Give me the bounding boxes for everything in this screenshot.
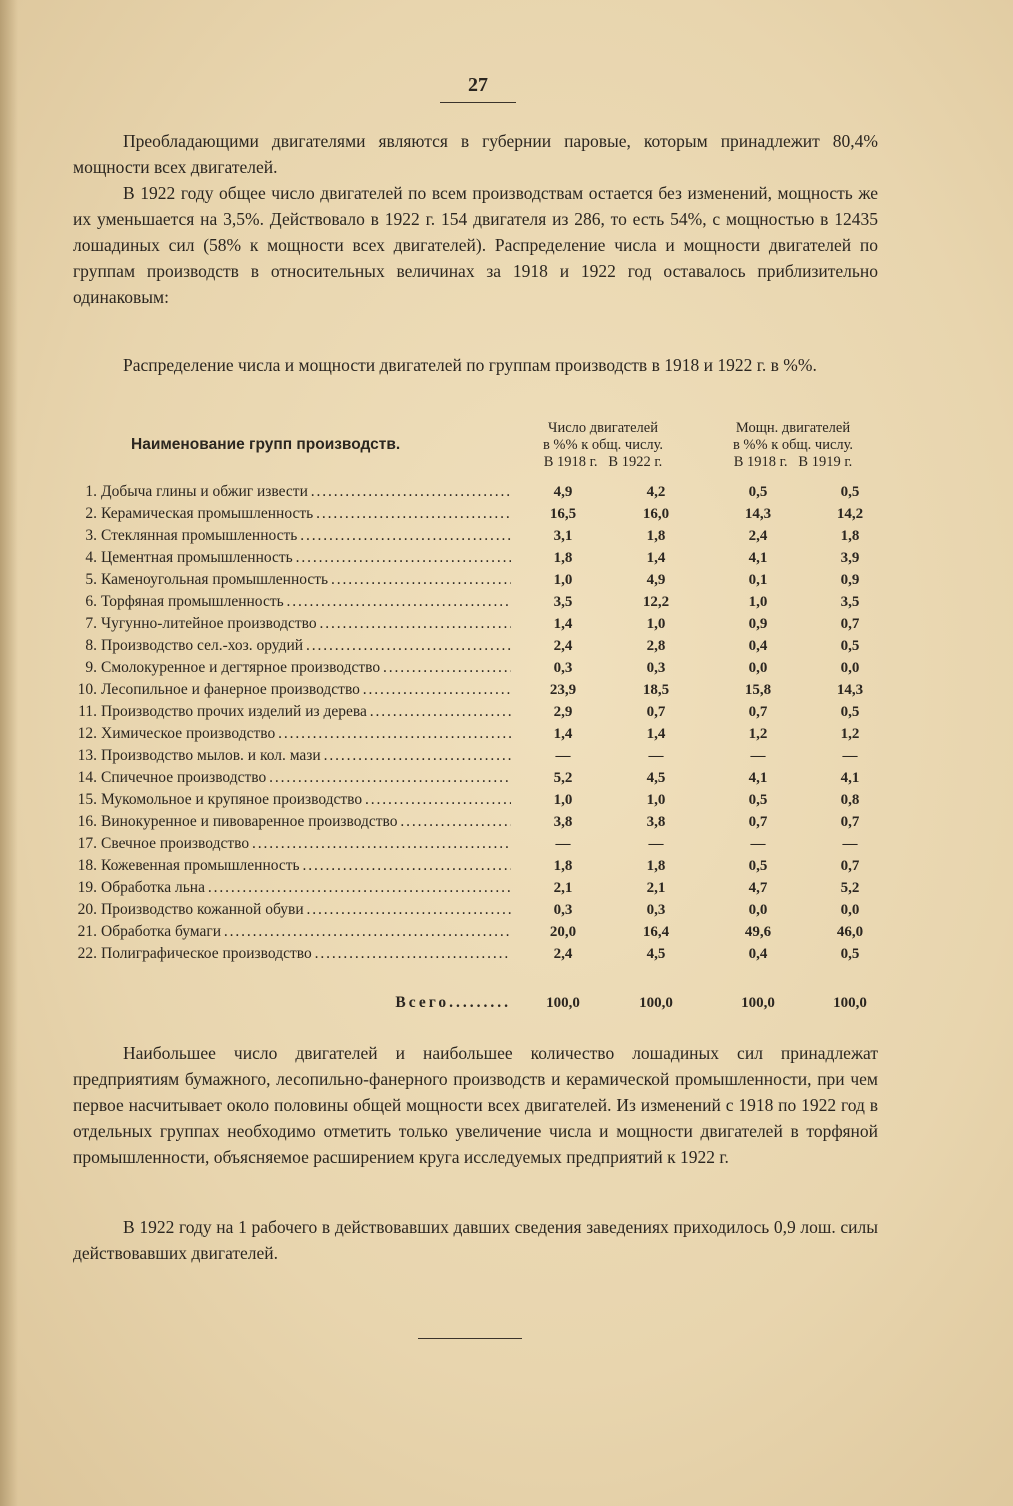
total-count-1918: 100,0 <box>546 995 580 1011</box>
row-count-1922: 1,8 <box>646 858 666 874</box>
row-name: Каменоугольная промышленность . . . <box>101 569 511 591</box>
table-row <box>73 921 883 943</box>
row-number: 8. <box>85 637 97 654</box>
row-count-1922: 1,0 <box>646 616 666 632</box>
row-power-1918: 2,4 <box>748 528 768 544</box>
row-power-1918: 4,1 <box>748 770 768 786</box>
table-row <box>73 899 883 921</box>
row-power-1919: 3,5 <box>840 594 860 610</box>
group-count-title: Число двигателей <box>548 420 658 436</box>
row-count-1922: 3,8 <box>646 814 666 830</box>
page-number: 27 <box>468 74 488 96</box>
row-count-1922: 0,3 <box>646 660 666 676</box>
row-power-1918: 0,5 <box>748 484 768 500</box>
row-power-1918: 49,6 <box>744 924 772 940</box>
row-number: 19. <box>77 879 97 896</box>
row-power-1918: 0,9 <box>748 616 768 632</box>
table-row <box>73 855 883 877</box>
table-row <box>73 657 883 679</box>
row-name: Керамическая промышленность . . . <box>101 503 511 525</box>
row-count-1922: 2,8 <box>646 638 666 654</box>
row-power-1919: 0,5 <box>840 946 860 962</box>
row-power-1918: 1,0 <box>748 594 768 610</box>
row-name: Производство сел.-хоз. орудий . . . <box>101 635 511 657</box>
row-power-1919: — <box>842 748 858 764</box>
row-power-1918: 4,7 <box>748 880 768 896</box>
group-power-subtitle: в %% к общ. числу. <box>732 437 854 453</box>
row-count-1918: 1,4 <box>553 616 573 632</box>
group-count-subtitle: в %% к общ. числу. <box>542 437 664 453</box>
row-power-1919: 1,8 <box>840 528 860 544</box>
row-count-1922: 1,4 <box>646 726 666 742</box>
row-power-1919: 5,2 <box>840 880 860 896</box>
row-count-1918: — <box>555 836 571 852</box>
row-name: Стеклянная промышленность . . . <box>101 525 511 547</box>
row-name: Производство прочих изделий из дерева . . . <box>101 701 511 723</box>
row-power-1918: — <box>750 748 766 764</box>
row-number: 16. <box>77 813 97 830</box>
row-count-1918: 23,9 <box>549 682 577 698</box>
row-count-1918: 1,0 <box>553 792 573 808</box>
row-name: Обработка бумаги . . . <box>101 921 511 943</box>
row-number: 7. <box>85 615 97 632</box>
row-power-1918: 0,7 <box>748 814 768 830</box>
table-row <box>73 525 883 547</box>
table-row <box>73 767 883 789</box>
table-row <box>73 745 883 767</box>
row-power-1919: 0,5 <box>840 704 860 720</box>
table-row <box>73 833 883 855</box>
row-power-1919: 0,7 <box>840 616 860 632</box>
row-count-1922: 1,4 <box>646 550 666 566</box>
row-count-1918: 3,8 <box>553 814 573 830</box>
row-number: 12. <box>77 725 97 742</box>
row-count-1922: 4,5 <box>646 770 666 786</box>
row-name: Винокуренное и пивоваренное производство . . . <box>101 811 511 833</box>
row-count-1918: 3,1 <box>553 528 573 544</box>
row-number: 9. <box>85 659 97 676</box>
row-power-1918: 14,3 <box>744 506 772 522</box>
row-power-1919: 0,5 <box>840 484 860 500</box>
table-row <box>73 789 883 811</box>
row-name: Производство мылов. и кол. мази . . . <box>101 745 511 767</box>
table-row <box>73 503 883 525</box>
row-count-1918: 0,3 <box>553 660 573 676</box>
table-row <box>73 701 883 723</box>
row-power-1918: 0,4 <box>748 638 768 654</box>
row-count-1918: 1,4 <box>553 726 573 742</box>
table-body <box>73 481 883 965</box>
row-number: 20. <box>77 901 97 918</box>
table-header <box>73 420 883 482</box>
paragraph-1: Преобладающими двигателями являются в губернии паровые, которым принадлежит 80,4% мощности всех двигателей. <box>73 131 878 177</box>
row-name: Производство кожанной обуви . . . <box>101 899 511 921</box>
row-name: Свечное производство . . . <box>101 833 511 855</box>
row-power-1918: 1,2 <box>748 726 768 742</box>
group-count-years: В 1918 г. В 1922 г. <box>543 454 663 470</box>
row-power-1919: 0,8 <box>840 792 860 808</box>
row-power-1918: — <box>750 836 766 852</box>
paragraph-2: В 1922 году общее число двигателей по всем производствам остается без изменений, мощность же их уменьшается на 3,5%. Действовало в 1922 г. 154 двигателя из 286, то есть 54%, с мощностью в 12435 лошадиных сил (58% к мощности всех двигателей). Распределение числа и мощности двигателей по группам производств в относительных величинах за 1918 и 1922 год оставалось приблизительно одинаковым: <box>73 183 878 307</box>
row-power-1919: 0,0 <box>840 902 860 918</box>
row-count-1922: 1,0 <box>646 792 666 808</box>
row-power-1919: 3,9 <box>840 550 860 566</box>
row-power-1919: 0,5 <box>840 638 860 654</box>
row-power-1919: 0,9 <box>840 572 860 588</box>
row-number: 10. <box>77 681 97 698</box>
row-count-1922: 4,9 <box>646 572 666 588</box>
row-power-1919: 0,0 <box>840 660 860 676</box>
row-count-1918: 4,9 <box>553 484 573 500</box>
table-total-row <box>73 991 883 1015</box>
column-group-power-header <box>703 420 883 471</box>
row-count-1918: 2,4 <box>553 946 573 962</box>
row-count-1918: 16,5 <box>549 506 577 522</box>
row-count-1922: 1,8 <box>646 528 666 544</box>
row-name: Добыча глины и обжиг извести . . . <box>101 481 511 503</box>
paragraph-5: В 1922 году на 1 рабочего в действовавших давших сведения заведениях приходилось 0,9 лош. силы действовавших двигателей. <box>73 1217 878 1263</box>
row-power-1919: 46,0 <box>836 924 864 940</box>
row-count-1918: 1,0 <box>553 572 573 588</box>
row-number: 13. <box>77 747 97 764</box>
group-power-years: В 1918 г. В 1919 г. <box>733 454 853 470</box>
row-count-1918: — <box>555 748 571 764</box>
row-count-1918: 2,1 <box>553 880 573 896</box>
row-count-1918: 1,8 <box>553 550 573 566</box>
row-power-1918: 15,8 <box>744 682 772 698</box>
row-number: 18. <box>77 857 97 874</box>
row-name: Химическое производство . . . <box>101 723 511 745</box>
row-power-1918: 0,7 <box>748 704 768 720</box>
total-power-1918: 100,0 <box>741 995 775 1011</box>
row-name: Лесопильное и фанерное производство . . . <box>101 679 511 701</box>
row-count-1922: 2,1 <box>646 880 666 896</box>
row-count-1922: 0,3 <box>646 902 666 918</box>
row-count-1918: 3,5 <box>553 594 573 610</box>
row-power-1918: 0,1 <box>748 572 768 588</box>
table-row <box>73 635 883 657</box>
row-count-1922: 18,5 <box>642 682 670 698</box>
row-number: 15. <box>77 791 97 808</box>
row-name: Цементная промышленность . . . <box>101 547 511 569</box>
column-header-name: Наименование групп производств. <box>131 436 401 453</box>
row-count-1918: 0,3 <box>553 902 573 918</box>
page-edge-shadow <box>0 0 18 1506</box>
table-row <box>73 481 883 503</box>
table-row <box>73 723 883 745</box>
row-number: 5. <box>85 571 97 588</box>
row-number: 6. <box>85 593 97 610</box>
row-name: Кожевенная промышленность . . . <box>101 855 511 877</box>
row-number: 4. <box>85 549 97 566</box>
row-name: Торфяная промышленность . . . <box>101 591 511 613</box>
row-power-1919: 1,2 <box>840 726 860 742</box>
row-count-1922: 4,5 <box>646 946 666 962</box>
row-count-1922: — <box>648 748 664 764</box>
table-row <box>73 591 883 613</box>
table-row <box>73 811 883 833</box>
row-name: Спичечное производство . . . <box>101 767 511 789</box>
row-power-1918: 0,5 <box>748 858 768 874</box>
row-count-1918: 2,9 <box>553 704 573 720</box>
row-power-1918: 0,0 <box>748 660 768 676</box>
row-number: 21. <box>77 923 97 940</box>
row-power-1919: 0,7 <box>840 858 860 874</box>
total-count-1922: 100,0 <box>639 995 673 1011</box>
row-name: Смолокуренное и дегтярное производство . . . <box>101 657 511 679</box>
row-count-1918: 5,2 <box>553 770 573 786</box>
row-power-1918: 0,0 <box>748 902 768 918</box>
row-power-1919: 4,1 <box>840 770 860 786</box>
total-label: Всего......... <box>395 994 511 1011</box>
row-name: Обработка льна . . . <box>101 877 511 899</box>
row-count-1922: 16,0 <box>642 506 670 522</box>
row-number: 2. <box>85 505 97 522</box>
row-name: Полиграфическое производство . . . <box>101 943 511 965</box>
row-number: 11. <box>78 703 97 720</box>
row-name: Мукомольное и крупяное производство . . . <box>101 789 511 811</box>
row-power-1919: 14,2 <box>836 506 864 522</box>
row-name: Чугунно-литейное производство . . . <box>101 613 511 635</box>
row-count-1922: 0,7 <box>646 704 666 720</box>
table-caption: Распределение числа и мощности двигателей по группам производств в 1918 и 1922 г. в %%. <box>123 355 817 375</box>
row-power-1919: — <box>842 836 858 852</box>
row-power-1919: 0,7 <box>840 814 860 830</box>
row-count-1922: — <box>648 836 664 852</box>
row-number: 1. <box>85 483 97 500</box>
table-row <box>73 569 883 591</box>
table-row <box>73 613 883 635</box>
table-row <box>73 877 883 899</box>
row-number: 17. <box>77 835 97 852</box>
total-power-1919: 100,0 <box>833 995 867 1011</box>
row-count-1922: 12,2 <box>642 594 670 610</box>
row-power-1918: 4,1 <box>748 550 768 566</box>
table-row <box>73 679 883 701</box>
table-row <box>73 943 883 965</box>
table-row <box>73 547 883 569</box>
footer-rule <box>418 1338 522 1339</box>
paragraph-4: Наибольшее число двигателей и наибольшее количество лошадиных сил принадлежат предприятиям бумажного, лесопильно-фанерного производств и керамической промышленности, при чем первое насчитывает около половины общей мощности всех двигателей. Из изменений с 1918 по 1922 год в отдельных группах необходимо отметить только увеличение числа и мощности двигателей в торфяной промышленности, объясняемое расширением круга исследуемых предприятий к 1922 г. <box>73 1043 878 1167</box>
group-power-title: Мощн. двигателей <box>735 420 851 436</box>
row-power-1919: 14,3 <box>836 682 864 698</box>
row-count-1922: 4,2 <box>646 484 666 500</box>
row-count-1918: 2,4 <box>553 638 573 654</box>
header-rule <box>440 102 516 103</box>
row-count-1918: 20,0 <box>549 924 577 940</box>
row-count-1918: 1,8 <box>553 858 573 874</box>
row-count-1922: 16,4 <box>642 924 670 940</box>
row-power-1918: 0,5 <box>748 792 768 808</box>
row-number: 3. <box>85 527 97 544</box>
row-number: 14. <box>77 769 97 786</box>
row-number: 22. <box>77 945 97 962</box>
column-group-count-header <box>513 420 693 471</box>
row-power-1918: 0,4 <box>748 946 768 962</box>
